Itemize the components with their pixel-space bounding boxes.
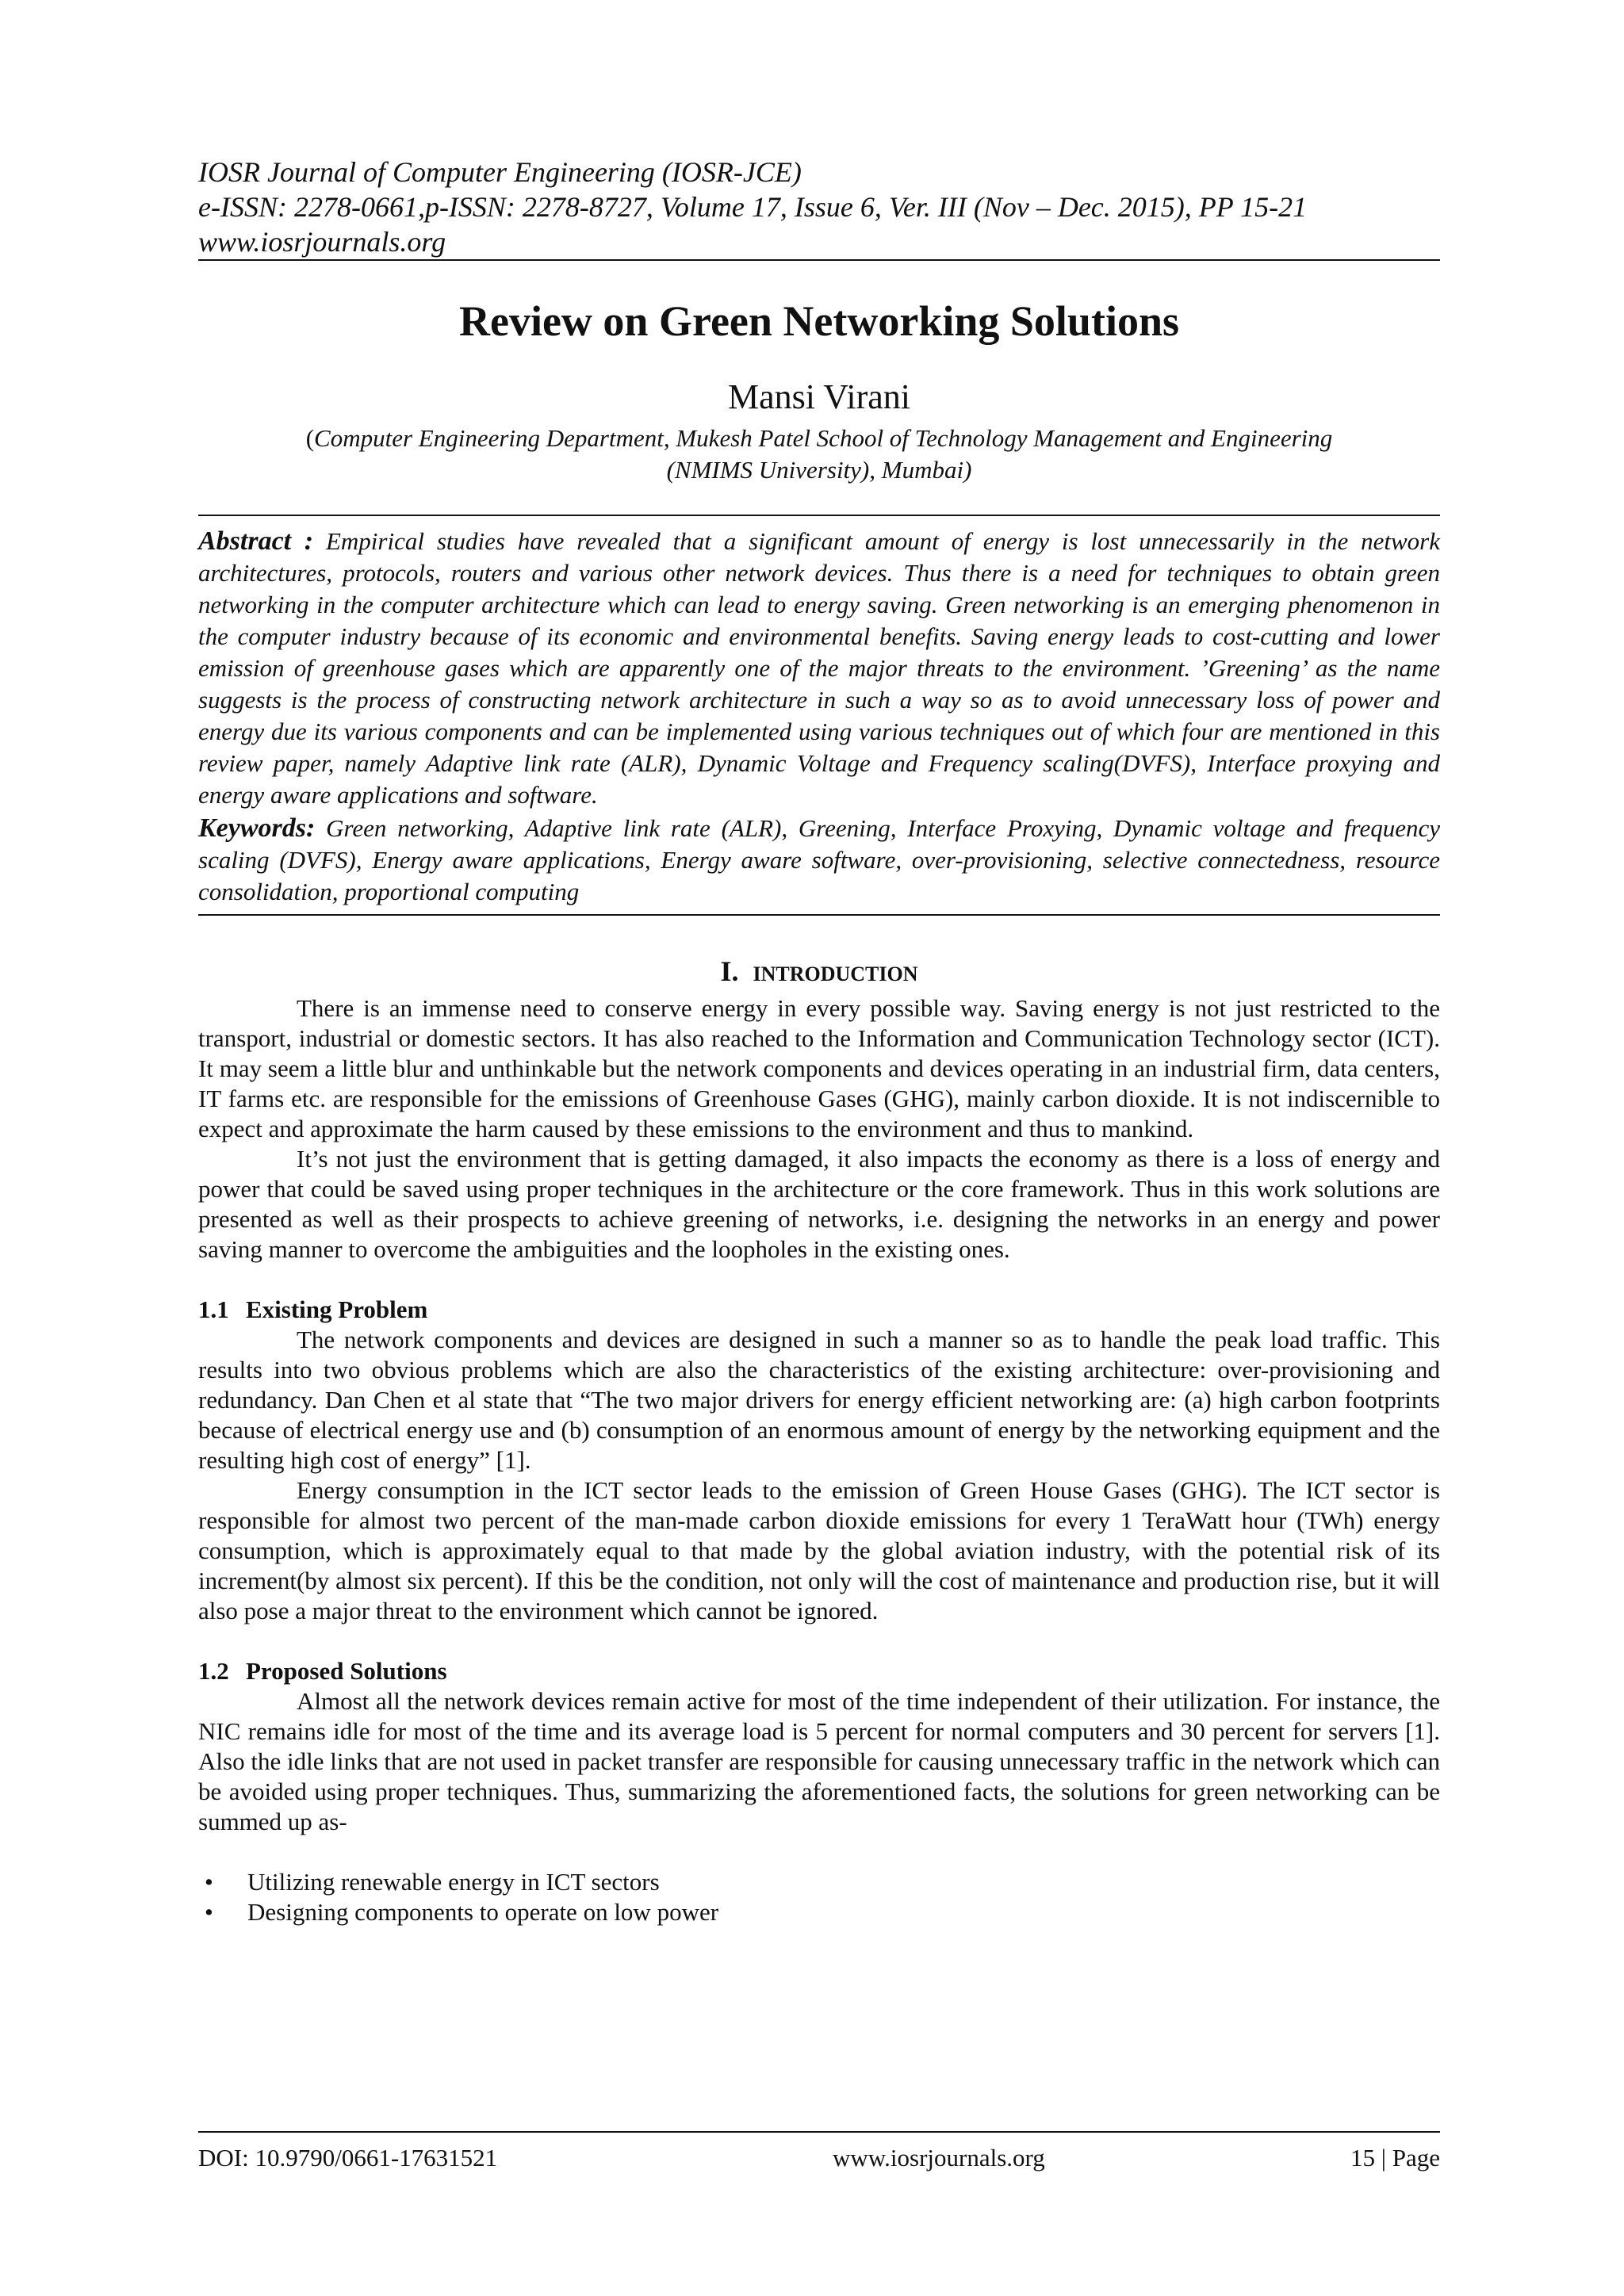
keywords-text: Green networking, Adaptive link rate (ALR), Greening, Interface Proxying, Dynamic voltage and frequency scaling (DVFS), Energy aware applications, Energy aware software, over-provisioning, selective connectedness, resource consolidation, proportional computing: [198, 814, 1441, 905]
journal-issn: e-ISSN: 2278-0661,p-ISSN: 2278-8727, Volume 17, Issue 6, Ver. III (Nov – Dec. 2015), PP 15-21: [198, 191, 1308, 223]
section-title: INTRODUCTION: [753, 962, 918, 985]
subsection-heading-existing-problem: [198, 1295, 1440, 1325]
author-name: Mansi Virani: [728, 377, 910, 416]
solutions-bullet-list: [198, 1867, 1440, 1927]
footer-page-number: 15 | Page: [1350, 2144, 1440, 2172]
section-heading-introduction: [198, 955, 1440, 993]
affiliation-open-paren: (: [305, 424, 315, 452]
existing-problem-body: [198, 1325, 1440, 1626]
subsection-title: Existing Problem: [246, 1295, 428, 1323]
page-content: [198, 155, 1440, 1927]
list-item: [198, 1867, 1440, 1897]
list-item-text: Designing components to operate on low power: [247, 1898, 719, 1926]
paragraph: Energy consumption in the ICT sector leads to the emission of Green House Gases (GHG). The ICT sector is responsible for almost two percent of the man-made carbon dioxide emissions for every 1 TeraWatt hour (TWh) energy consumption, which is approximately equal to that made by the global aviation industry, with the potential risk of its increment(by almost six percent). If this be the condition, not only will the cost of maintenance and production rise, but it will also pose a major threat to the environment which cannot be ignored.: [198, 1476, 1440, 1624]
bullet-icon: •: [205, 1898, 213, 1926]
subsection-heading-proposed-solutions: [198, 1656, 1440, 1686]
introduction-body: [198, 993, 1440, 1265]
author-affiliation: [198, 423, 1440, 486]
list-item-text: Utilizing renewable energy in ICT sectors: [247, 1868, 660, 1896]
paragraph: The network components and devices are designed in such a manner so as to handle the peak load traffic. This results into two obvious problems which are also the characteristics of the existing architecture: over-provisioning and redundancy. Dan Chen et al state that “The two major drivers for energy efficient networking are: (a) high carbon footprints because of electrical energy use and (b) consumption of an enormous amount of energy by the networking equipment and the resulting high cost of energy” [1].: [198, 1326, 1440, 1474]
subsection-number: 1.1: [198, 1295, 229, 1323]
paper-title: Review on Green Networking Solutions: [458, 297, 1179, 345]
footer-row: [198, 2142, 1440, 2174]
journal-website: www.iosrjournals.org: [198, 226, 446, 258]
abstract: [198, 526, 1440, 811]
affiliation-line-2: (NMIMS University), Mumbai): [666, 456, 972, 484]
subsection-number: 1.2: [198, 1657, 229, 1685]
journal-header: [198, 155, 1440, 259]
journal-name: IOSR Journal of Computer Engineering (IOSR-JCE): [198, 156, 802, 188]
list-item: [198, 1897, 1440, 1927]
affiliation-line-1: Computer Engineering Department, Mukesh Patel School of Technology Management and Engineering: [314, 424, 1333, 452]
bullet-icon: •: [205, 1868, 213, 1896]
paragraph: Almost all the network devices remain active for most of the time independent of their utilization. For instance, the NIC remains idle for most of the time and its average load is 5 percent for normal computers and 30 percent for servers [1]. Also the idle links that are not used in packet transfer are responsible for causing unnecessary traffic in the network which can be avoided using proper techniques. Thus, summarizing the aforementioned facts, the solutions for green networking can be summed up as-: [198, 1687, 1440, 1835]
footer-rule: [198, 2131, 1440, 2133]
abstract-label: Abstract :: [198, 526, 314, 556]
keywords-label: Keywords:: [198, 813, 316, 843]
proposed-solutions-body: [198, 1686, 1440, 1837]
paragraph: There is an immense need to conserve energy in every possible way. Saving energy is not just restricted to the transport, industrial or domestic sectors. It has also reached to the Information and Communication Technology sector (ICT). It may seem a little blur and unthinkable but the network components and devices operating in an industrial firm, data centers, IT farms etc. are responsible for the emissions of Greenhouse Gases (GHG), mainly carbon dioxide. It is not indiscernible to expect and approximate the harm caused by these emissions to the environment and thus to mankind.: [198, 994, 1440, 1142]
paragraph: It’s not just the environment that is getting damaged, it also impacts the economy as there is a loss of energy and power that could be saved using proper techniques in the architecture or the core framework. Thus in this work solutions are presented as well as their prospects to achieve greening of networks, i.e. designing the networks in an energy and power saving manner to overcome the ambiguities and the loopholes in the existing ones.: [198, 1145, 1440, 1263]
header-rule: [198, 259, 1440, 261]
subsection-title: Proposed Solutions: [246, 1657, 447, 1685]
footer-website: www.iosrjournals.org: [833, 2144, 1045, 2172]
abstract-text: Empirical studies have revealed that a significant amount of energy is lost unnecessarily in the network architectures, protocols, routers and various other network devices. Thus there is a need for techniques to obtain green networking in the computer architecture which can lead to energy saving. Green networking is an emerging phenomenon in the computer industry because of its economic and environmental benefits. Saving energy leads to cost-cutting and lower emission of greenhouse gases which are apparently one of the major threats to the environment. ’Greening’ as the name suggests is the process of constructing network architecture in such a way so as to avoid unnecessary loss of power and energy due its various components and can be implemented using various techniques out of which four are mentioned in this review paper, namely Adaptive link rate (ALR), Dynamic Voltage and Frequency scaling(DVFS), Interface proxying and energy aware applications and software.: [198, 527, 1441, 809]
abstract-box: [198, 515, 1440, 916]
section-number: I.: [720, 955, 739, 987]
page-footer: [198, 2131, 1440, 2174]
footer-doi: DOI: 10.9790/0661-17631521: [198, 2144, 498, 2172]
keywords: [198, 813, 1440, 908]
